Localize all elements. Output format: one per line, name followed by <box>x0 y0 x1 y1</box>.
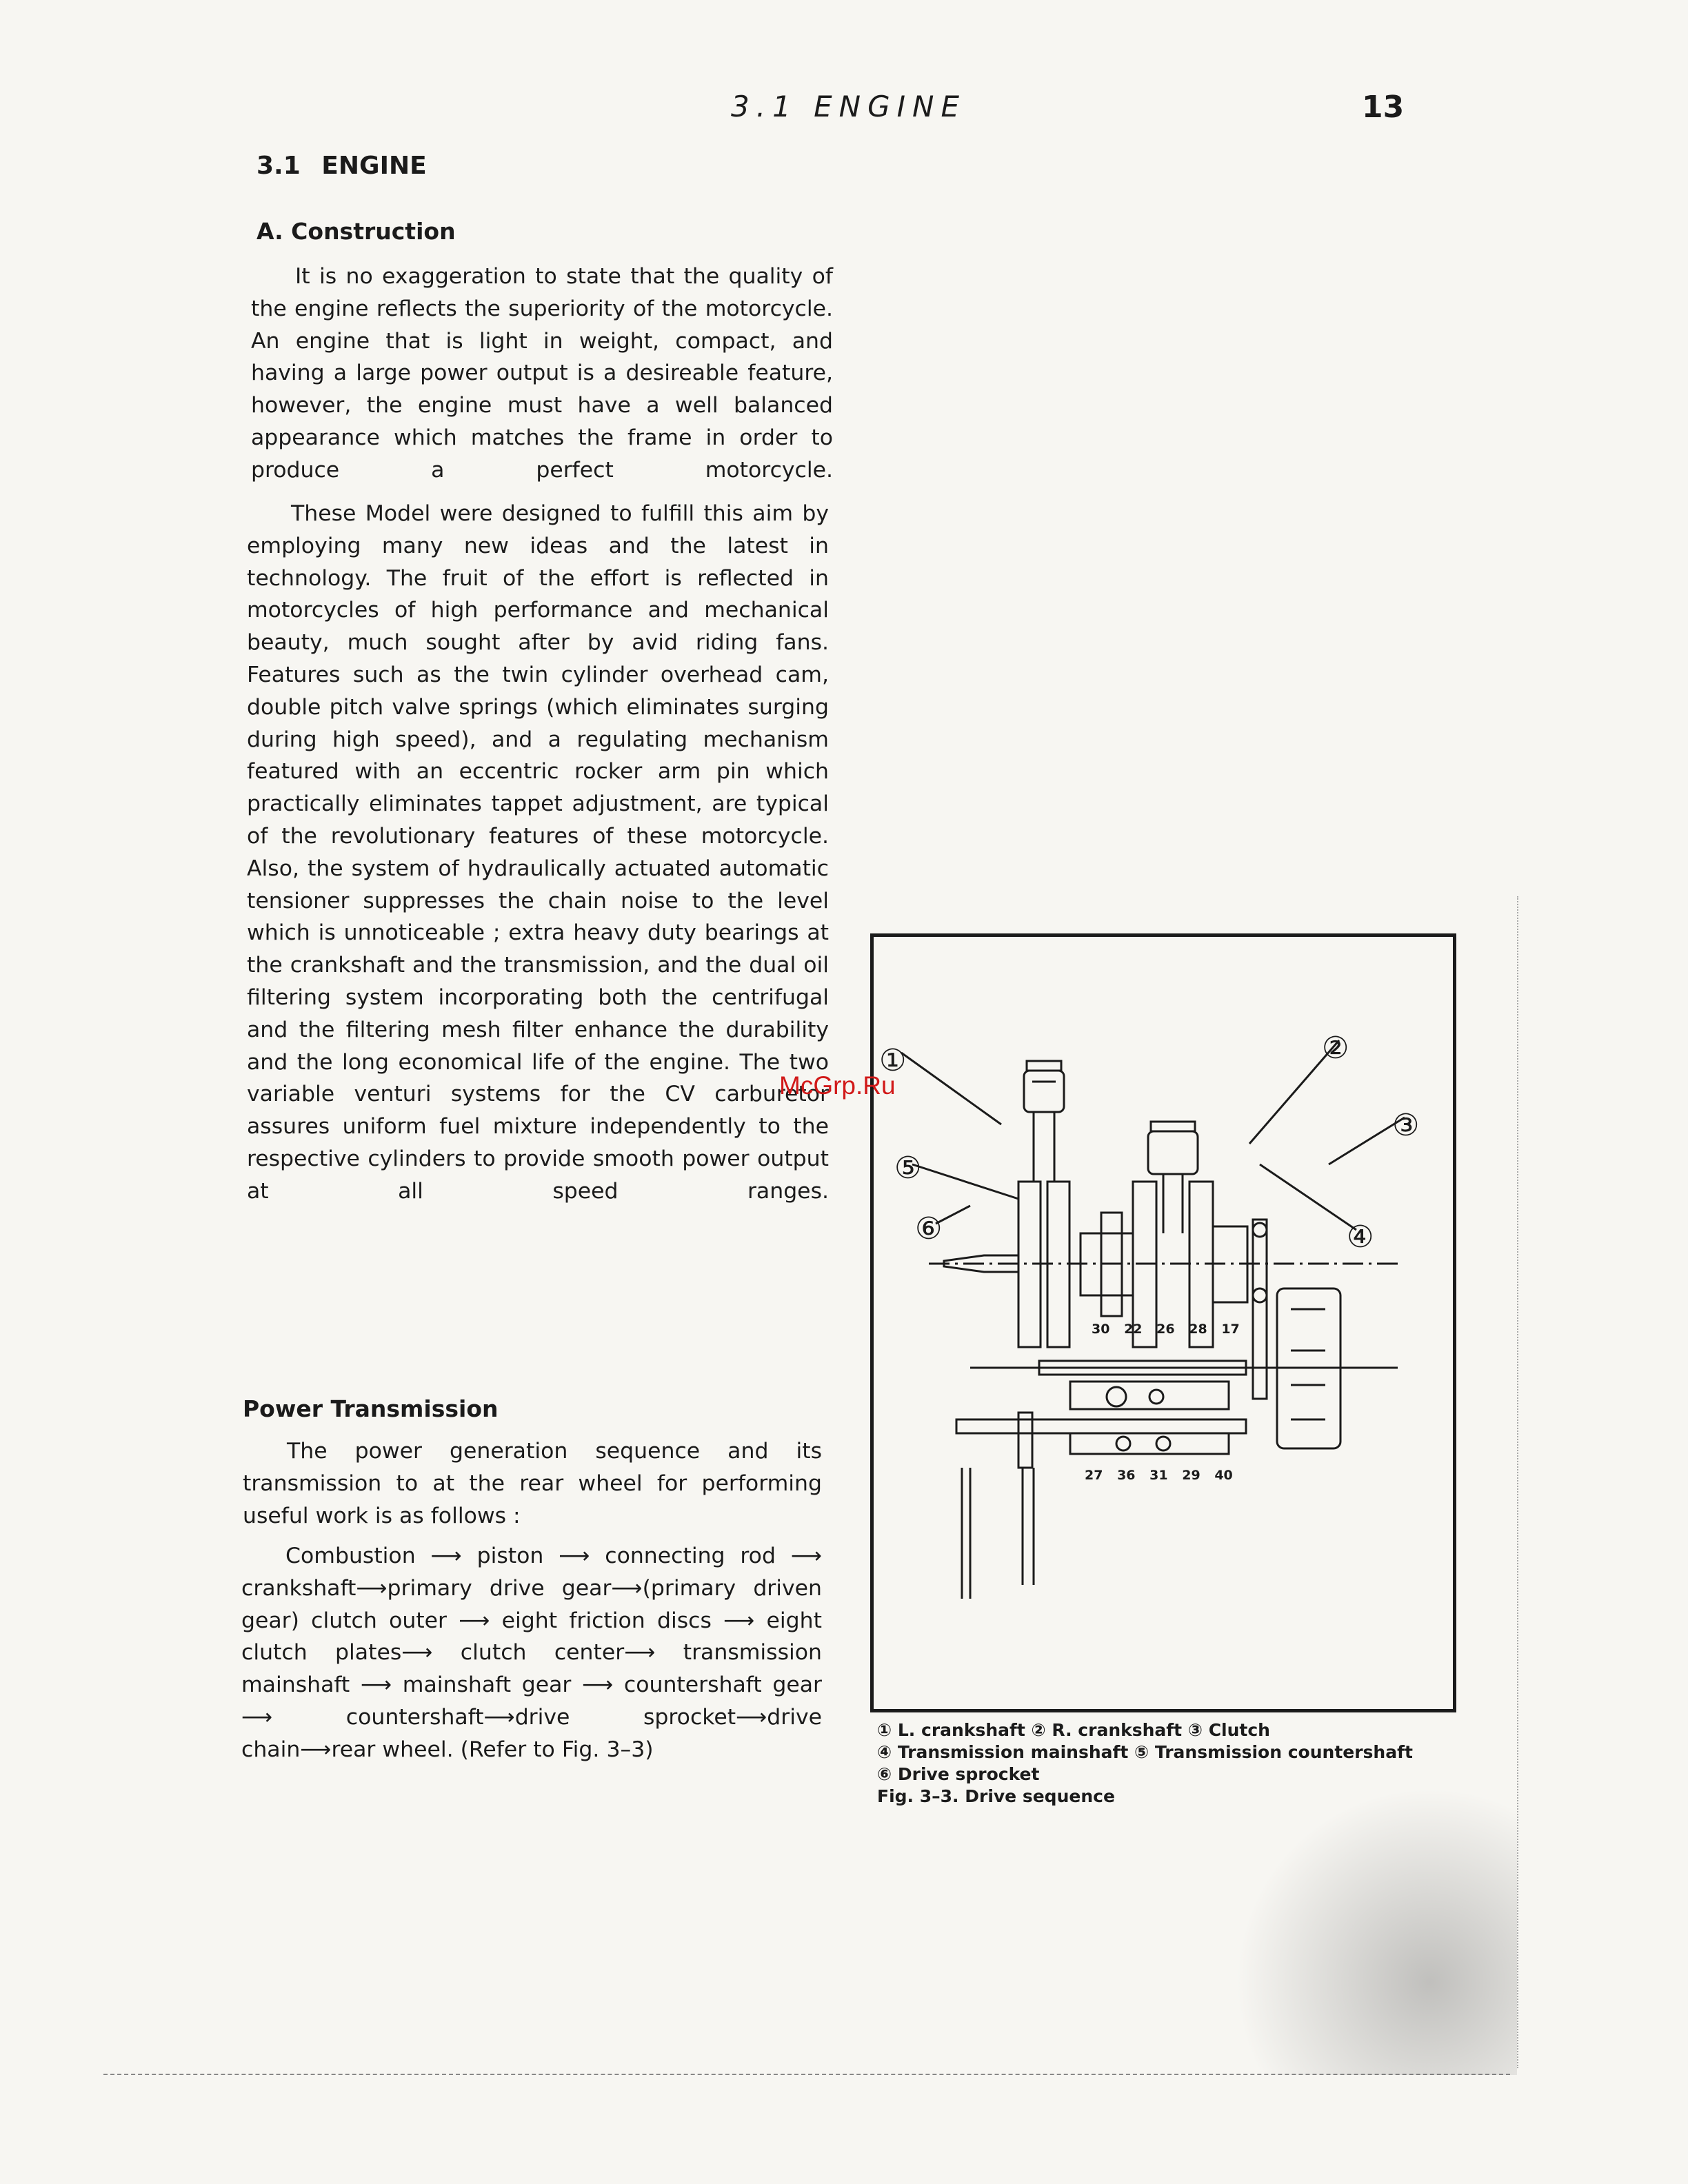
callout-2: ② <box>1322 1031 1349 1066</box>
construction-paragraph-2: These Model were designed to fulfill this aim by employing many new ideas and the latest in technology. The fruit of the effort is reflected in motorcycles of high performance and mechanical beauty, much sought after by avid riding fans. Features such as the twin cylinder overhead cam, double pitch valve springs (which eliminates surging during high speed), and a regulating mechanism featured with an eccentric rocker arm pin which practically eliminates tappet adjustment, are typical of the revolutionary features of these motorcycle. Also, the system of hydraulically actuated automatic tensioner suppresses the chain noise to the level which is unnoticeable ; extra heavy duty bearings at the crankshaft and the transmission, and the dual oil filtering system incorporating both the centrifugal and the filtering mesh filter enhance the durability and the long economical life of the engine. The two variable venturi systems for the CV carburetor assures uniform fuel mixture independently to the respective cylinders to provide smooth power output at all speed ranges. <box>247 501 829 1204</box>
callout-6: ⑥ <box>915 1211 943 1246</box>
callout-4: ④ <box>1347 1220 1374 1255</box>
power-transmission-heading: Power Transmission <box>243 1395 499 1422</box>
caption-line-1: ① L. crankshaft ② R. crankshaft ③ Clutch <box>877 1720 1270 1740</box>
gear-numbers-lower: 27 36 31 29 40 <box>1085 1468 1233 1483</box>
caption-line-3: ⑥ Drive sprocket <box>877 1764 1040 1784</box>
construction-heading: A. Construction <box>257 218 456 245</box>
page-right-edge <box>1517 896 1520 2068</box>
power-transmission-paragraph-1: The power generation sequence and its transmission to at the rear wheel for performing useful work is as follows : <box>243 1439 822 1528</box>
caption-line-2: ④ Transmission mainshaft ⑤ Transmission countershaft <box>877 1742 1413 1762</box>
construction-paragraph-1: It is no exaggeration to state that the quality of the engine reflects the superiority of the motorcycle. An engine that is light in weight, compact, and having a large power output is a desireable feature, however, the engine must have a well balanced appearance which matches the frame in order to produce a perfect motorcycle. <box>251 264 833 483</box>
scan-noise <box>1227 1765 1517 2075</box>
callout-3: ③ <box>1392 1108 1420 1143</box>
watermark: McGrp.Ru <box>779 1071 896 1100</box>
figure-frame <box>870 933 1456 1712</box>
running-header-title: 3.1 ENGINE <box>731 90 966 123</box>
callout-5: ⑤ <box>894 1151 922 1186</box>
crankshaft <box>929 1213 1398 1399</box>
section-title: 3.1 ENGINE <box>257 152 427 180</box>
gear-numbers-upper: 30 22 26 28 17 <box>1092 1322 1240 1337</box>
callout-1: ① <box>879 1043 907 1078</box>
caption-title: Fig. 3–3. Drive sequence <box>877 1786 1115 1806</box>
callout-leaders <box>901 1040 1405 1230</box>
page-number: 13 <box>1362 90 1405 125</box>
right-piston-assembly <box>1133 1122 1213 1347</box>
power-transmission-paragraph-2: Combustion ⟶ piston ⟶ connecting rod ⟶ crankshaft⟶primary drive gear⟶(primary driven gear) clutch outer ⟶ eight friction discs ⟶ eight clutch plates⟶ clutch center⟶ transmission mainshaft ⟶ mainshaft gear ⟶ countershaft gear ⟶ countershaft⟶drive sprocket⟶drive chain⟶rear wheel. (Refer to Fig. 3–3) <box>241 1544 822 1762</box>
left-piston-assembly <box>1018 1061 1069 1347</box>
